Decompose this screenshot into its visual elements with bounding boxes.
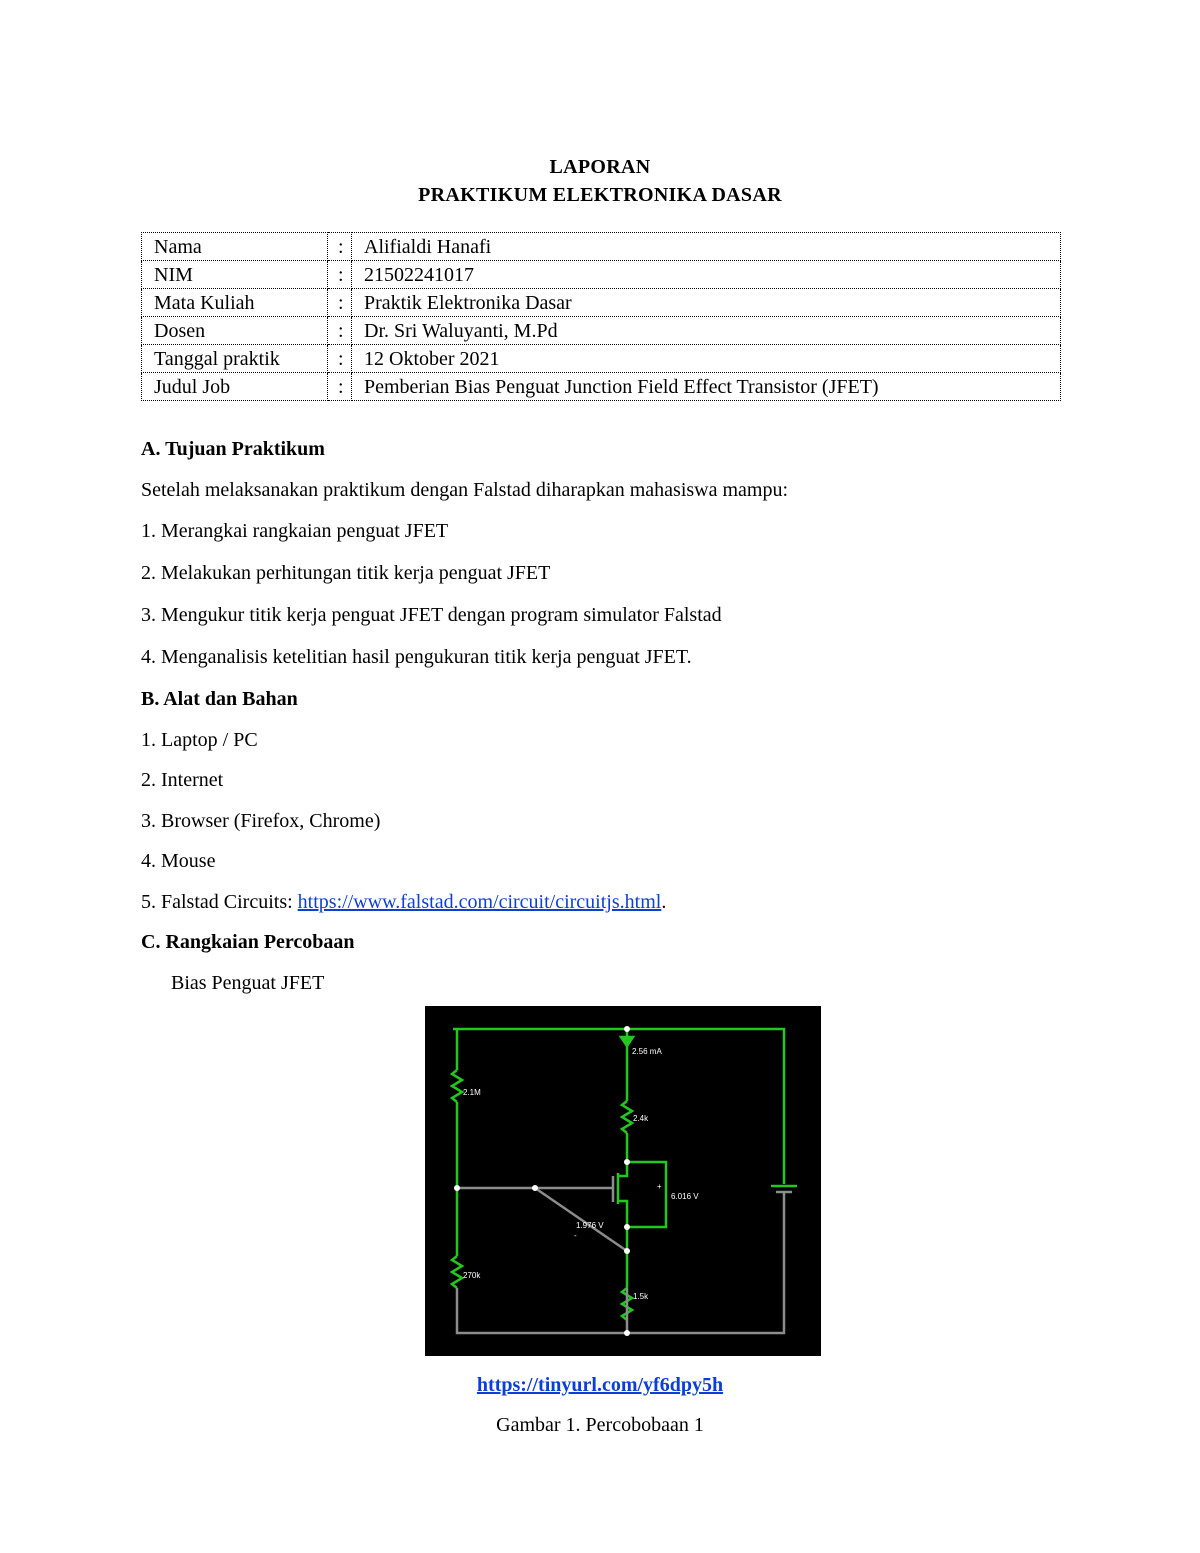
- info-separator: :: [328, 317, 352, 345]
- info-row-mata-kuliah: [142, 289, 1061, 317]
- info-label: Judul Job: [142, 373, 328, 401]
- node: [624, 1026, 630, 1032]
- info-label: Nama: [142, 233, 328, 261]
- figure-link-line: [0, 1374, 1200, 1397]
- label-vgs: 1.976 V: [576, 1221, 604, 1230]
- info-separator: :: [328, 233, 352, 261]
- label-minus: -: [574, 1231, 577, 1240]
- falstad-suffix: .: [661, 891, 667, 913]
- falstad-link[interactable]: https://www.falstad.com/circuit/circuitjs.html: [297, 891, 662, 913]
- node: [532, 1185, 538, 1191]
- node: [624, 1159, 630, 1165]
- info-row-nama: [142, 233, 1061, 261]
- falstad-prefix: 5. Falstad Circuits:: [141, 891, 298, 913]
- info-row-tanggal: [142, 345, 1061, 373]
- info-label: Mata Kuliah: [142, 289, 328, 317]
- info-value: Alifialdi Hanafi: [352, 233, 1061, 261]
- info-row-dosen: [142, 317, 1061, 345]
- list-item: 2. Internet: [141, 769, 224, 791]
- label-current: 2.56 mA: [632, 1047, 662, 1056]
- section-a-heading: A. Tujuan Praktikum: [141, 438, 325, 460]
- info-separator: :: [328, 345, 352, 373]
- info-separator: :: [328, 261, 352, 289]
- list-item: 2. Melakukan perhitungan titik kerja penguat JFET: [141, 562, 551, 584]
- circuit-svg: [425, 1006, 821, 1356]
- circuit-diagram: [425, 1006, 821, 1356]
- info-label: Dosen: [142, 317, 328, 345]
- section-c-heading: C. Rangkaian Percobaan: [141, 931, 355, 953]
- section-b-heading: B. Alat dan Bahan: [141, 688, 298, 710]
- list-item: 4. Mouse: [141, 850, 216, 872]
- info-row-judul-job: [142, 373, 1061, 401]
- label-r-2-1m: 2.1M: [463, 1088, 481, 1097]
- section-c-subtitle: Bias Penguat JFET: [171, 972, 325, 994]
- node: [454, 1185, 460, 1191]
- report-subtitle: PRAKTIKUM ELEKTRONIKA DASAR: [418, 184, 782, 206]
- info-value: Dr. Sri Waluyanti, M.Pd: [352, 317, 1061, 345]
- section-a-intro: Setelah melaksanakan praktikum dengan Falstad diharapkan mahasiswa mampu:: [141, 479, 789, 501]
- info-separator: :: [328, 289, 352, 317]
- info-label: NIM: [142, 261, 328, 289]
- info-value: 12 Oktober 2021: [352, 345, 1061, 373]
- report-title: LAPORAN: [549, 156, 651, 178]
- list-item: 1. Merangkai rangkaian penguat JFET: [141, 520, 449, 542]
- list-item: 3. Browser (Firefox, Chrome): [141, 810, 381, 832]
- info-label: Tanggal praktik: [142, 345, 328, 373]
- info-value: 21502241017: [352, 261, 1061, 289]
- node: [624, 1224, 630, 1230]
- student-info-table: [141, 232, 1061, 401]
- label-plus: +: [657, 1182, 662, 1191]
- label-r-270k: 270k: [463, 1271, 481, 1280]
- label-r-2-4k: 2.4k: [633, 1114, 649, 1123]
- label-vds: 6.016 V: [671, 1192, 699, 1201]
- node: [624, 1248, 630, 1254]
- list-item: 1. Laptop / PC: [141, 729, 258, 751]
- list-item-falstad: [141, 891, 666, 914]
- info-row-nim: [142, 261, 1061, 289]
- list-item: 4. Menganalisis ketelitian hasil pengukuran titik kerja penguat JFET.: [141, 646, 692, 668]
- list-item: 3. Mengukur titik kerja penguat JFET dengan program simulator Falstad: [141, 604, 722, 626]
- info-value: Pemberian Bias Penguat Junction Field Effect Transistor (JFET): [352, 373, 1061, 401]
- info-separator: :: [328, 373, 352, 401]
- figure-caption: Gambar 1. Percobobaan 1: [496, 1414, 704, 1436]
- label-r-1-5k: 1.5k: [633, 1292, 649, 1301]
- info-value: Praktik Elektronika Dasar: [352, 289, 1061, 317]
- figure-link[interactable]: https://tinyurl.com/yf6dpy5h: [476, 1374, 724, 1396]
- node: [624, 1330, 630, 1336]
